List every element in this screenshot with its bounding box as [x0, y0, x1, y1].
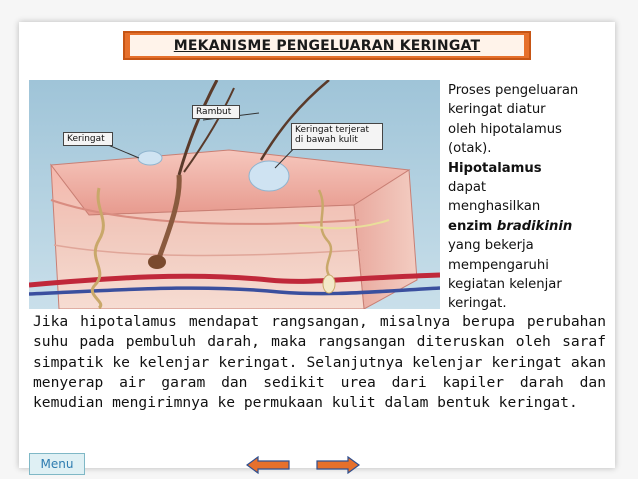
next-button[interactable]	[316, 456, 360, 474]
body-paragraph: Jika hipotalamus mendapat rangsangan, misalnya berupa perubahan suhu pada pembuluh darah, maka rangsangan diteruskan oleh saraf simpatik ke kelenjar keringat. Selanjutnya kelenjar keringat akan menyerap air garam dan sedikit urea dari kapiler darah dan kemudian mengirimnya ke permukaan kulit dalam bentuk keringat.	[33, 313, 606, 412]
label-rambut: Rambut	[192, 105, 240, 119]
title-banner	[123, 31, 531, 60]
side-line-11: kegiatan kelenjar	[448, 277, 562, 293]
side-line-5	[448, 159, 608, 178]
skin-diagram	[29, 80, 440, 309]
side-line-10: mempengaruhi	[448, 257, 549, 273]
arrow-right-icon	[316, 456, 360, 474]
side-hipotalamus-bold: Hipotalamus	[448, 160, 542, 176]
label-keringat-terjerat	[291, 123, 383, 150]
side-line-7: menghasilkan	[448, 199, 541, 215]
side-description	[448, 81, 608, 314]
side-line-8	[448, 217, 608, 236]
side-line-4: (otak).	[448, 141, 492, 157]
side-line-1: Proses pengeluaran	[448, 83, 579, 98]
prev-button[interactable]	[246, 456, 290, 474]
side-line-2: keringat diatur	[448, 102, 546, 118]
label-keringat-terjerat-line1: Keringat terjerat	[295, 125, 370, 135]
arrow-left-icon	[246, 456, 290, 474]
side-enzim-bold: enzim	[448, 218, 497, 234]
menu-button[interactable]: Menu	[29, 453, 85, 475]
side-line-9: yang bekerja	[448, 238, 534, 254]
page-title: MEKANISME PENGELUARAN KERINGAT	[173, 37, 481, 54]
side-line-6: dapat	[448, 180, 487, 196]
side-bradikinin-italic: bradikinin	[496, 218, 573, 234]
side-line-3: oleh hipotalamus	[448, 121, 562, 137]
label-keringat: Keringat	[63, 132, 113, 146]
label-keringat-terjerat-line2: di bawah kulit	[295, 135, 358, 145]
side-line-12: keringat.	[448, 296, 507, 312]
title-banner-inner	[130, 35, 524, 56]
